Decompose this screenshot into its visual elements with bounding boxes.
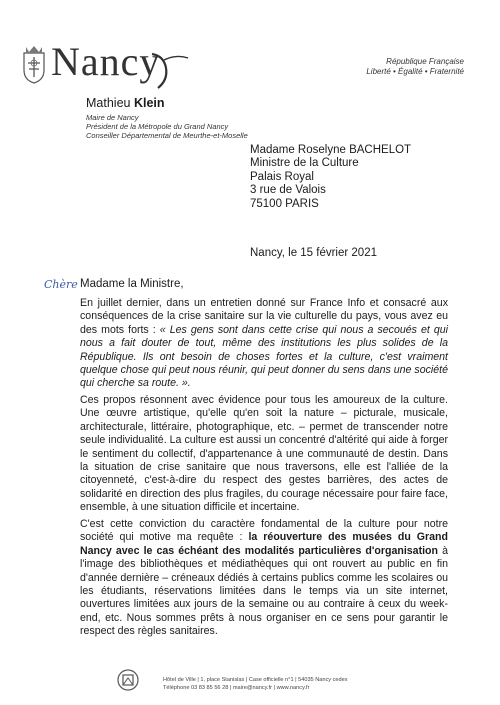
- recipient-line: Palais Royal: [250, 170, 314, 183]
- handwritten-greeting: Chère: [44, 278, 78, 291]
- republic-motto: [366, 57, 464, 77]
- mayor-role: Président de la Métropole du Grand Nancy: [86, 122, 229, 131]
- footer-address: Hôtel de Ville | 1, place Stanislas | Case officielle n°1 | 54035 Nancy cedex: [163, 677, 348, 683]
- recipient-line: Ministre de la Culture: [250, 157, 359, 170]
- body-paragraph-3: [80, 518, 448, 639]
- quote-text: « Les gens sont dans cette crise qui nous a secoués et qui nous a fait douter de tout, même des institutions les plus solides de la République. Ils ont besoin de choses fortes et la culture, c'est vraiment quelque chose qui peut nous réunir, qui peut donner du sens dans une société qui cherche sa route. ».: [80, 323, 448, 390]
- republic-line1: République Française: [386, 57, 464, 66]
- nancy-coat-of-arms-icon: [20, 44, 48, 84]
- recipient-line: Madame Roselyne BACHELOT: [250, 144, 412, 156]
- nancy-logo-text: Nancy: [51, 39, 161, 84]
- footer-contacts: Téléphone 03 83 85 56 28 | maire@nancy.fr | www.nancy.fr: [163, 685, 310, 691]
- logo-swash-icon: [150, 50, 190, 90]
- body-paragraph-1: [80, 297, 448, 391]
- mayor-name: [86, 96, 248, 111]
- salutation: Madame la Ministre,: [80, 278, 184, 290]
- republic-line2: Liberté • Égalité • Fraternité: [366, 67, 464, 76]
- unesco-heritage-icon: [117, 669, 139, 691]
- paragraph-text: à l'image des bibliothèques et médiathèques qui ont rouvert au public en fin d'année dernière – créneaux dédiés à certains publics comme les scolaires ou les étudiants, réservations limitées dans le temps via un site internet, ouvertures limitées aux jours de la semaine ou au contraire à ceux du week-end, etc. Nous sommes prêts à nous organiser en ce sens pour garantir le respect des règles sanitaires.: [80, 544, 448, 638]
- recipient-line: 75100 PARIS: [250, 197, 319, 210]
- letter-date: Nancy, le 15 février 2021: [250, 247, 377, 259]
- recipient-address: [250, 144, 411, 211]
- paragraph-text: C'est cette conviction du caractère fondamental de la culture pour notre société qui motive ma requête :: [80, 518, 448, 544]
- paragraph-text: En juillet dernier, dans un entretien donné sur France Info et consacré aux conséquences de la crise sanitaire sur la vie culturelle du pays, vous avez eu des mots forts :: [80, 297, 448, 336]
- body-paragraph-2: Ces propos résonnent avec évidence pour tous les amoureux de la culture. Une œuvre artistique, qu'elle qu'en soit la nature – picturale, musicale, architecturale, littéraire, photographique, etc. – permet de transcender notre seule individualité. La culture est aussi un concentré d'altérité qui aide à forger le sentiment du collectif, d'appartenance à une communauté de destin. Dans la situation de crise sanitaire que nous traversons, elle est l'alliée de la citoyenneté, c'est-à-dire du respect des gestes barrières, des actes de solidarité en direction des plus fragiles, du courage nécessaire pour faire face, ensemble, à une situation difficile et incertaine.: [80, 394, 448, 514]
- recipient-line: 3 rue de Valois: [250, 184, 326, 197]
- mayor-role: Conseiller Départemental de Meurthe-et-Moselle: [86, 131, 248, 140]
- sender-block: [86, 96, 248, 140]
- mayor-last-name: Klein: [133, 96, 165, 110]
- request-bold-text: la réouverture des musées du Grand Nancy avec le cas échéant des modalités particulières d'organisation: [80, 531, 449, 557]
- mayor-role: Maire de Nancy: [86, 113, 139, 122]
- footer-contact: [163, 676, 348, 692]
- mayor-first-name: Mathieu: [86, 96, 131, 110]
